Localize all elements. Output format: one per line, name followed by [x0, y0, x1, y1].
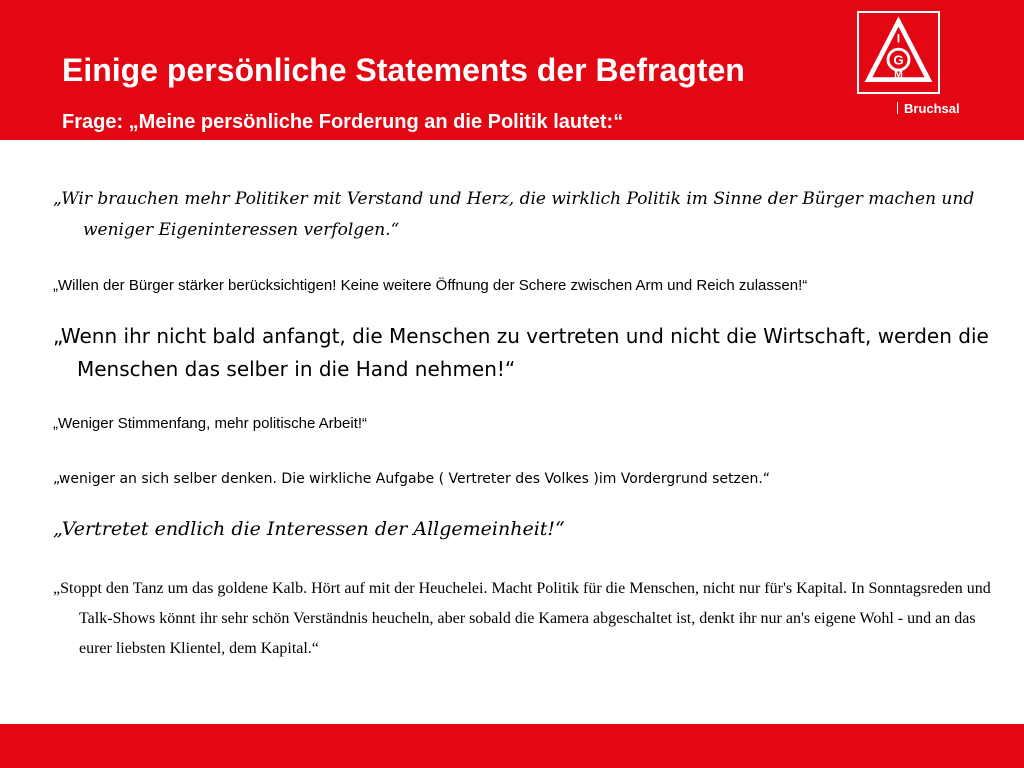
statement-1: „Wir brauchen mehr Politiker mit Verstand und Herz, die wirklich Politik im Sinne der Bürger machen und weniger Eigeninteressen verfolgen.“: [53, 189, 975, 240]
statement-2: „Willen der Bürger stärker berücksichtigen! Keine weitere Öffnung der Schere zwischen Arm und Reich zulassen!“: [53, 277, 808, 294]
statement-4: „Weniger Stimmenfang, mehr politische Arbeit!“: [53, 415, 368, 432]
statement-3: „Wenn ihr nicht bald anfangt, die Menschen zu vertreten und nicht die Wirtschaft, werden die Menschen das selber in die Hand nehmen!“: [53, 324, 989, 381]
logo-place-label: [897, 101, 960, 116]
statement-5: „weniger an sich selber denken. Die wirkliche Aufgabe ( Vertreter des Volkes )im Vordergrund setzen.“: [53, 471, 771, 487]
logo-place-text: Bruchsal: [904, 101, 960, 116]
statement-7: „Stoppt den Tanz um das goldene Kalb. Hört auf mit der Heuchelei. Macht Politik für die Menschen, nicht nur für's Kapital. In Sonntagsreden und Talk-Shows könnt ihr sehr schön Verständnis heucheln, aber sobald die Kamera abgeschaltet ist, denkt ihr nur an's eigene Wohl - und an das eurer liebsten Klientel, dem Kapital.“: [53, 580, 991, 657]
header-banner: [0, 0, 1024, 140]
ig-metall-logo-icon: [857, 11, 940, 94]
footer-bar: [0, 724, 1024, 768]
logo-letter-i: I: [896, 31, 901, 46]
logo-letter-m: M: [894, 69, 903, 81]
logo-letter-g: G: [893, 52, 904, 68]
divider-bar: [897, 102, 898, 114]
page-subtitle: Frage: „Meine persönliche Forderung an die Politik lautet:“: [62, 111, 624, 133]
page-title: Einige persönliche Statements der Befragten: [62, 52, 745, 88]
statement-6: „Vertretet endlich die Interessen der Allgemeinheit!“: [53, 518, 565, 540]
